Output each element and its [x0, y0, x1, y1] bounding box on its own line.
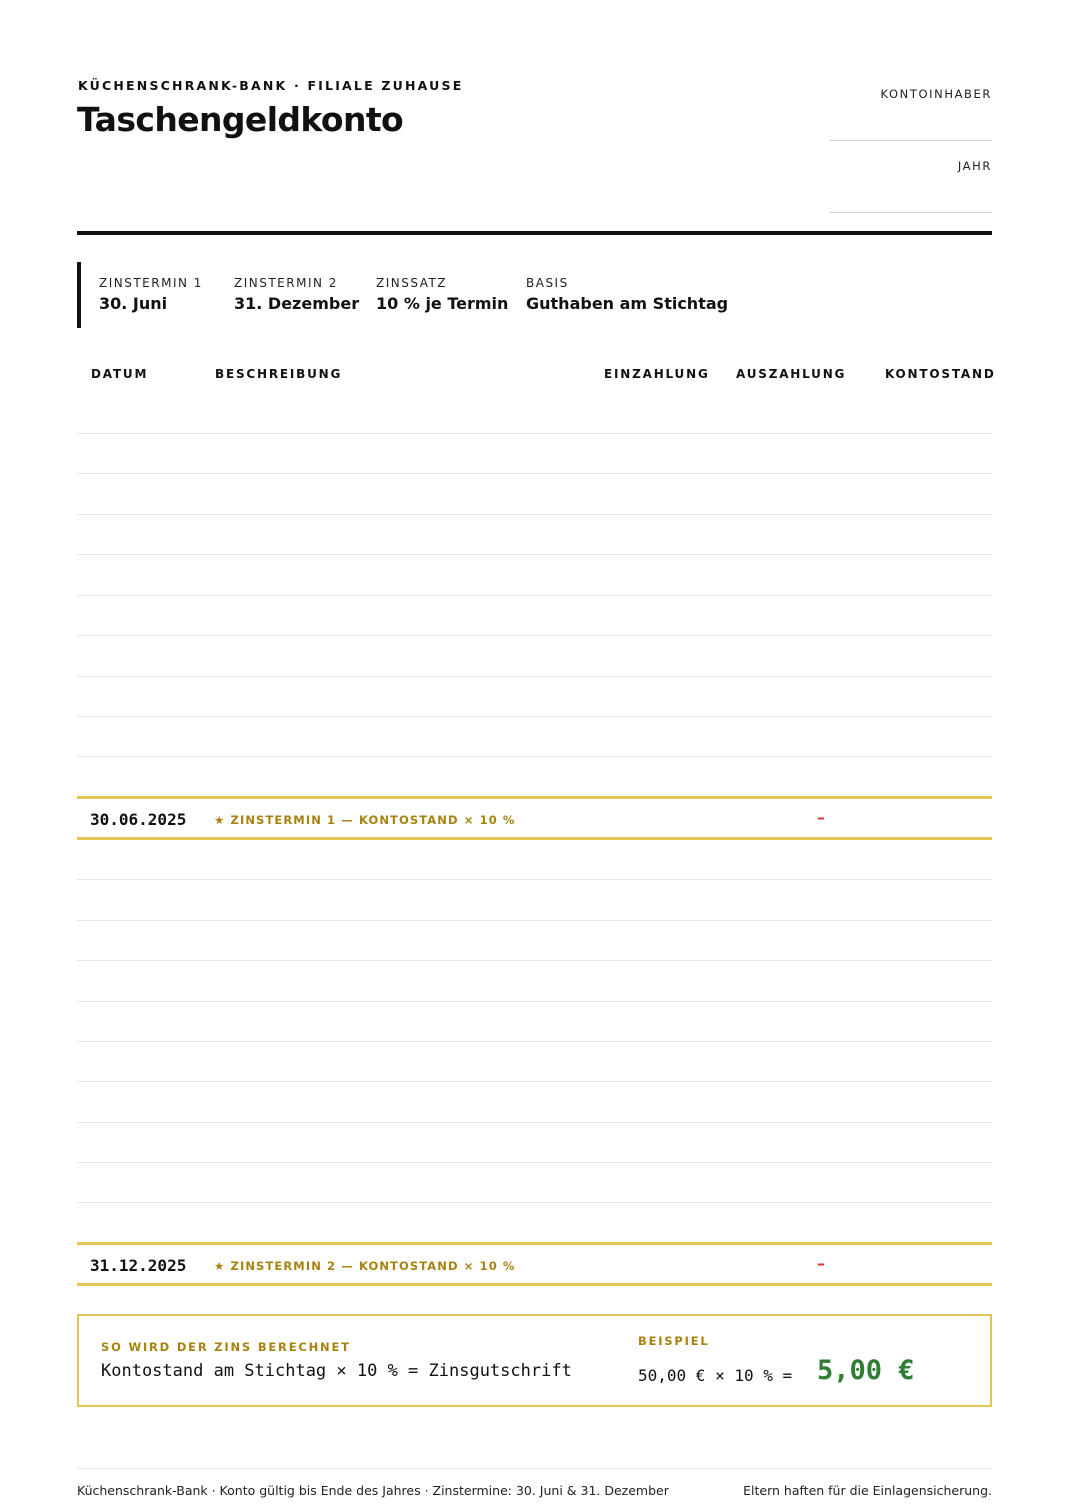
ledger-row-line[interactable]: [77, 433, 992, 434]
info-interest-rate: [376, 276, 508, 313]
interest-description: ★ ZINSTERMIN 2 — KONTOSTAND × 10 %: [214, 1259, 516, 1273]
interest-row-1: [77, 796, 992, 840]
info-value: 10 % je Termin: [376, 294, 509, 313]
ledger-row-line[interactable]: [77, 960, 992, 961]
ledger-row-line[interactable]: [77, 920, 992, 921]
column-header-deposit: EINZAHLUNG: [604, 367, 710, 381]
calc-title: SO WIRD DER ZINS BERECHNET: [101, 1340, 351, 1354]
info-value: 30. Juni: [99, 294, 168, 313]
info-basis: [526, 276, 728, 313]
column-header-withdrawal: AUSZAHLUNG: [736, 367, 847, 381]
column-header-balance: KONTOSTAND: [885, 367, 996, 381]
column-header-description: BESCHREIBUNG: [215, 367, 343, 381]
account-holder-label: KONTOINHABER: [880, 87, 992, 101]
header-divider: [77, 231, 992, 235]
interest-row-2: [77, 1242, 992, 1286]
ledger-row-line[interactable]: [77, 635, 992, 636]
info-label: BASIS: [526, 276, 569, 290]
footer-right-text: Eltern haften für die Einlagensicherung.: [743, 1483, 992, 1498]
calc-formula: Kontostand am Stichtag × 10 % = Zinsgutschrift: [101, 1361, 572, 1381]
ledger-row-line[interactable]: [77, 676, 992, 677]
interest-payout-dash: –: [817, 1254, 825, 1273]
interest-date: 31.12.2025: [90, 1256, 187, 1275]
page-title: Taschengeldkonto: [77, 100, 404, 139]
info-interest-date-2: [234, 276, 359, 313]
ledger-row-line[interactable]: [77, 554, 992, 555]
ledger-row-line[interactable]: [77, 716, 992, 717]
info-label: ZINSSATZ: [376, 276, 448, 290]
interest-payout-dash: –: [817, 808, 825, 827]
ledger-row-line[interactable]: [77, 756, 992, 757]
interest-description: ★ ZINSTERMIN 1 — KONTOSTAND × 10 %: [214, 813, 516, 827]
ledger-row-line[interactable]: [77, 1122, 992, 1123]
bank-name-line: KÜCHENSCHRANK-BANK · FILIALE ZUHAUSE: [78, 78, 464, 93]
info-value: Guthaben am Stichtag: [526, 294, 729, 313]
info-label: ZINSTERMIN 2: [234, 276, 338, 290]
info-value: 31. Dezember: [234, 294, 360, 313]
ledger-row-line[interactable]: [77, 879, 992, 880]
ledger-row-line[interactable]: [77, 1041, 992, 1042]
info-label: ZINSTERMIN 1: [99, 276, 203, 290]
example-result: 5,00 €: [817, 1355, 915, 1386]
interest-date: 30.06.2025: [90, 810, 187, 829]
ledger-row-line[interactable]: [77, 1202, 992, 1203]
ledger-row-line[interactable]: [77, 473, 992, 474]
interest-calculation-box: [77, 1314, 992, 1407]
account-holder-field[interactable]: [830, 87, 992, 141]
footer-divider: [77, 1468, 992, 1469]
example-expression: 50,00 € × 10 % =: [638, 1366, 793, 1385]
footer-left-text: Küchenschrank-Bank · Konto gültig bis Ende des Jahres · Zinstermine: 30. Juni & 31. Dezember: [77, 1483, 669, 1498]
interest-info-strip: [77, 262, 729, 328]
ledger-row-line[interactable]: [77, 1081, 992, 1082]
ledger-row-line[interactable]: [77, 595, 992, 596]
ledger-row-line[interactable]: [77, 514, 992, 515]
info-interest-date-1: [99, 276, 203, 313]
ledger-row-line[interactable]: [77, 1162, 992, 1163]
example-title: BEISPIEL: [638, 1334, 710, 1348]
year-label: JAHR: [957, 159, 992, 173]
year-field[interactable]: [830, 159, 992, 213]
column-header-date: DATUM: [91, 367, 149, 381]
ledger-row-line[interactable]: [77, 1001, 992, 1002]
